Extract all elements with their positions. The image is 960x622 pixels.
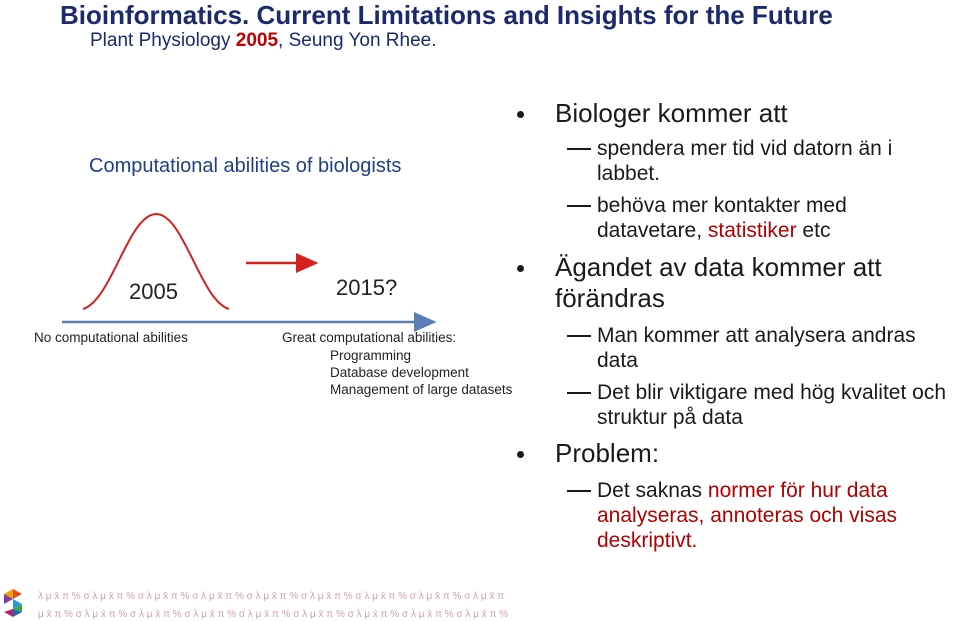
sub-bullet: spendera mer tid vid datorn än i labbet. [515, 136, 955, 186]
year-2015-label: 2015? [336, 275, 398, 300]
sub-bullet [515, 193, 955, 243]
bullet-list [515, 98, 955, 553]
footer-glyph-row: μ x̄ π % σ λ μ x̄ π % σ λ μ x̄ π % σ λ μ x̄ π % σ λ μ x̄ π % σ λ μ x̄ π % σ λ μ x̄ π % σ λ μ x̄ π % σ λ μ x̄ π % [38, 609, 509, 620]
multicolor-s-logo-icon [2, 588, 24, 618]
skills-list [330, 347, 512, 398]
bullet-ownership: Ägandet av data kommer att förändras [515, 252, 955, 314]
subtitle-author: , Seung Yon Rhee. [278, 30, 437, 51]
subtitle-journal: Plant Physiology [90, 30, 236, 51]
skill-item: Database development [330, 365, 469, 380]
highlight-norms: normer för hur data analyseras, annoteras och visas deskriptivt. [597, 479, 897, 552]
highlight-statistician: statistiker [707, 219, 797, 242]
footer-glyph-row: λ μ x̄ π % σ λ μ x̄ π % σ λ μ x̄ π % σ λ μ x̄ π % σ λ μ x̄ π % σ λ μ x̄ π % σ λ μ x̄ π % σ λ μ x̄ π % σ λ μ x̄ π [38, 591, 505, 602]
sub-bullet-text: etc [796, 219, 831, 242]
axis-right-label: Great computational abilities: [282, 330, 457, 345]
sub-bullet: Det blir viktigare med hög kvalitet och struktur på data [515, 380, 955, 430]
sub-bullet [515, 478, 955, 553]
year-2005-label: 2005 [129, 279, 178, 304]
axis-left-label: No computational abilities [34, 330, 188, 345]
subtitle-year: 2005 [235, 30, 279, 51]
slide-title: Bioinformatics. Current Limitations and Insights for the Future [60, 0, 833, 30]
diagram-heading: Computational abilities of biologists [89, 155, 402, 177]
sub-bullet-text: behöva mer kontakter med datavetare, [597, 194, 847, 242]
sub-bullet: Man kommer att analysera andras data [515, 323, 955, 373]
skill-item: Programming [330, 348, 412, 363]
bullet-biologists: Biologer kommer att [515, 98, 955, 129]
bullet-problem: Problem: [515, 438, 955, 469]
sub-bullet-text: Det saknas [597, 479, 708, 502]
skill-item: Management of large datasets [330, 382, 513, 397]
